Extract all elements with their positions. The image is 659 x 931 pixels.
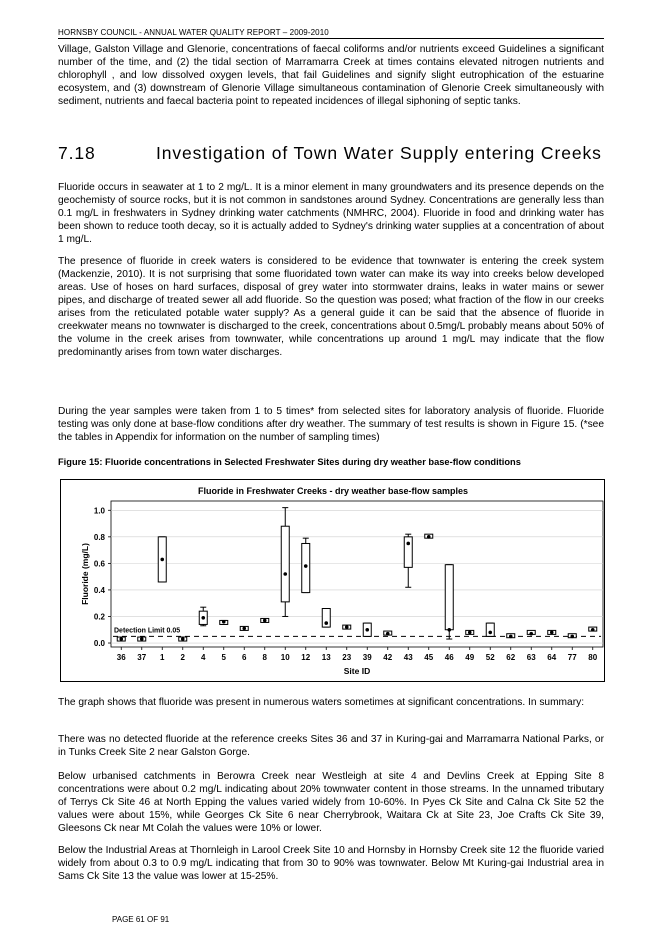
summary-intro: The graph shows that fluoride was present in numerous waters sometimes at significant concentrations. In summary:	[58, 697, 585, 708]
section-number: 7.18	[58, 143, 96, 163]
median-point	[386, 632, 390, 636]
body-paragraph-townwater-evidence: The presence of fluoride in creek waters is considered to be evidence that townwater is entering the creek system (Mackenzie, 2010). It is not surprising that some fluoridated town water can make its way into creeks below developed areas. Use of hoses on hard surfaces, disposal of grey water into stormwater drains, leaks in water mains or sewer pipes, and discharge of treated sewer all add fluoride. So the question was posed; what fraction of the flow in our creeks arises from the reticulated potable water supply? As a general guide it can be said that the absence of fluoride in creekwater means no townwater is discharged to the creek, concentrations about 0.5mg/L probably means about 50% of the volume in the creek arises from townwater, while concentrations up around 1 mg/L may indicate that the flow predominantly arises from town water discharges.	[58, 256, 604, 358]
iqr-box	[486, 623, 494, 636]
median-point	[283, 572, 287, 576]
box-site-12	[302, 538, 310, 592]
box-site-1	[158, 537, 166, 582]
median-point	[119, 637, 123, 641]
summary-industrial-areas: Below the Industrial Areas at Thornleigh in Larool Creek Site 10 and Hornsby in Hornsby Creek site 12 the fluoride varied widely from about 0.3 to 0.9 mg/L indicating that from 30 to 90% was townwater. Below Mt Kuring-gai Industrial area in Sams Ck Site 13 the value was lower at 15-25%.	[58, 845, 604, 882]
y-axis-label: Fluoride (mg/L)	[80, 543, 90, 605]
y-tick-label: 0.0	[93, 639, 105, 649]
fluoride-chart	[60, 479, 605, 682]
median-point	[160, 558, 164, 562]
box-site-49	[466, 630, 474, 634]
box-site-64	[548, 630, 556, 634]
figure-caption: Figure 15: Fluoride concentrations in Selected Freshwater Sites during dry weather base-flow conditions	[58, 457, 521, 467]
x-tick-label: 42	[383, 653, 393, 662]
y-tick-labels	[94, 506, 106, 648]
box-site-37	[138, 637, 146, 641]
page-footer: PAGE 61 OF 91	[112, 915, 170, 924]
iqr-box	[281, 526, 289, 602]
iqr-box	[302, 543, 310, 592]
median-point	[201, 616, 205, 620]
x-tick-label: 5	[221, 653, 226, 662]
box-site-10	[281, 508, 289, 617]
iqr-box	[404, 537, 412, 568]
x-tick-label: 49	[465, 653, 475, 662]
median-point	[365, 628, 369, 632]
median-point	[263, 619, 267, 623]
x-tick-label: 8	[262, 653, 267, 662]
box-site-63	[527, 630, 535, 635]
box-site-8	[261, 618, 269, 622]
box-site-2	[179, 637, 187, 641]
box-site-77	[568, 634, 576, 638]
x-tick-label: 36	[116, 653, 126, 662]
median-point	[529, 632, 533, 636]
body-paragraph-fluoride-occurrence: Fluoride occurs in seawater at 1 to 2 mg/L. It is a minor element in many groundwaters and its presence depends on the geochemisty of source rocks, but it is not common in sandstones around Sydney. Concentrations are generally less than 0.1 mg/L in freshwaters in Sydney drinking water catchments (NMHRC, 2004). Fluoride in food and drinking water has been shown to reduce tooth decay, so it is actually added to Sydney's drinking water supplies at a concentration of about 1 mg/L.	[58, 182, 604, 245]
y-tick-label: 0.2	[93, 612, 105, 622]
x-tick-label: 1	[160, 653, 165, 662]
median-point	[222, 620, 226, 624]
section-heading: Investigation of Town Water Supply entering Creeks	[156, 143, 602, 163]
intro-paragraph: Village, Galston Village and Glenorie, concentrations of faecal coliforms and/or nutrients exceed Guidelines a significant number of the time, and (2) the tidal section of Marramarra Creek at times contains elevated nitrogen nutrients and chlorophyll , and low dissolved oxygen levels, that fail Guidelines and signify slight eutrophication of the estuarine ecosystem, and (3) downstream of Glenorie Village simultaneous contamination of Glenorie Creek simultaneously with sediment, nutrients and faecal bacteria point to repeated incidences of illegal siphoning of septic tanks.	[58, 44, 604, 107]
median-point	[324, 621, 328, 625]
box-site-36	[117, 637, 125, 641]
median-point	[140, 637, 144, 641]
box-site-23	[343, 625, 351, 629]
median-point	[509, 635, 513, 639]
median-point	[242, 627, 246, 631]
x-tick-label: 63	[526, 653, 536, 662]
chart-title: Fluoride in Freshwater Creeks - dry weather base-flow samples	[197, 486, 469, 496]
median-point	[468, 631, 472, 635]
grid-layer	[108, 510, 603, 643]
median-point	[550, 631, 554, 635]
x-tick-label: 62	[506, 653, 516, 662]
x-tick-label: 80	[588, 653, 598, 662]
x-tick-label: 6	[242, 653, 247, 662]
x-tick-label: 10	[280, 653, 290, 662]
x-tick-label: 2	[180, 653, 185, 662]
median-point	[427, 535, 431, 539]
median-point	[304, 564, 308, 568]
box-site-52	[486, 623, 494, 636]
x-tick-label: 23	[342, 653, 352, 662]
box-site-46	[445, 565, 453, 639]
box-site-62	[507, 634, 515, 638]
median-point	[488, 631, 492, 635]
iqr-box	[445, 565, 453, 630]
x-tick-label: 46	[444, 653, 454, 662]
y-tick-label: 1.0	[93, 506, 105, 516]
box-layer	[117, 508, 597, 641]
detection-limit-label: Detection Limit 0.05	[114, 627, 181, 635]
box-site-39	[363, 623, 371, 636]
median-point	[591, 628, 595, 632]
x-tick-label: 13	[321, 653, 331, 662]
y-tick-label: 0.4	[93, 585, 105, 595]
box-site-43	[404, 534, 412, 587]
median-point	[345, 625, 349, 629]
box-site-4	[199, 607, 207, 626]
chart-svg	[61, 480, 604, 681]
median-point	[570, 635, 574, 639]
y-tick-label: 0.8	[93, 532, 105, 542]
y-tick-label: 0.6	[93, 559, 105, 569]
box-site-45	[425, 534, 433, 538]
box-site-13	[322, 609, 330, 628]
x-tick-label: 37	[137, 653, 147, 662]
median-point	[447, 628, 451, 632]
x-tick-label: 39	[362, 653, 372, 662]
x-axis-label: Site ID	[343, 666, 371, 676]
median-point	[181, 637, 185, 641]
running-header: HORNSBY COUNCIL - ANNUAL WATER QUALITY REPORT – 2009-2010	[58, 28, 604, 39]
x-tick-label: 12	[301, 653, 311, 662]
median-point	[406, 542, 410, 546]
section-title	[58, 143, 618, 164]
box-site-80	[589, 627, 597, 631]
box-site-5	[220, 620, 228, 624]
x-tick-label: 45	[424, 653, 434, 662]
x-tick-label: 77	[567, 653, 577, 662]
summary-urbanised-catchments: Below urbanised catchments in Berowra Creek near Westleigh at site 4 and Devlins Creek at Epping Site 8 concentrations were about 0.2 mg/L indicating about 20% townwater content in those streams. In the unnamed tributary of Terrys Ck Site 46 at North Epping the values varied widely from 10-60%. In Pyes Ck Site and Calna Ck Site 52 the values were about 15%, while Georges Ck Site 6 near Cherrybrook, Waitara Ck at Site 23, Joe Crafts Ck Site 39, Gleesons Ck near Mt Colah the values were 10% or lower.	[58, 771, 604, 834]
plot-area	[111, 501, 603, 647]
x-tick-label: 4	[201, 653, 206, 662]
box-site-42	[384, 631, 392, 635]
summary-reference-creeks: There was no detected fluoride at the reference creeks Sites 36 and 37 in Kuring-gai and Marramarra National Parks, or in Tunks Creek Site 2 near Galston Gorge.	[58, 734, 604, 758]
box-site-6	[240, 626, 248, 630]
x-tick-label: 52	[485, 653, 495, 662]
x-tick-label: 43	[403, 653, 413, 662]
x-tick-labels	[117, 647, 598, 662]
body-paragraph-sampling: During the year samples were taken from 1 to 5 times* from selected sites for laboratory analysis of fluoride. Fluoride testing was only done at base-flow conditions after dry weather. The summary of test results is shown in Figure 15. (*see the tables in Appendix for information on the number of sampling times)	[58, 406, 604, 443]
x-tick-label: 64	[547, 653, 557, 662]
